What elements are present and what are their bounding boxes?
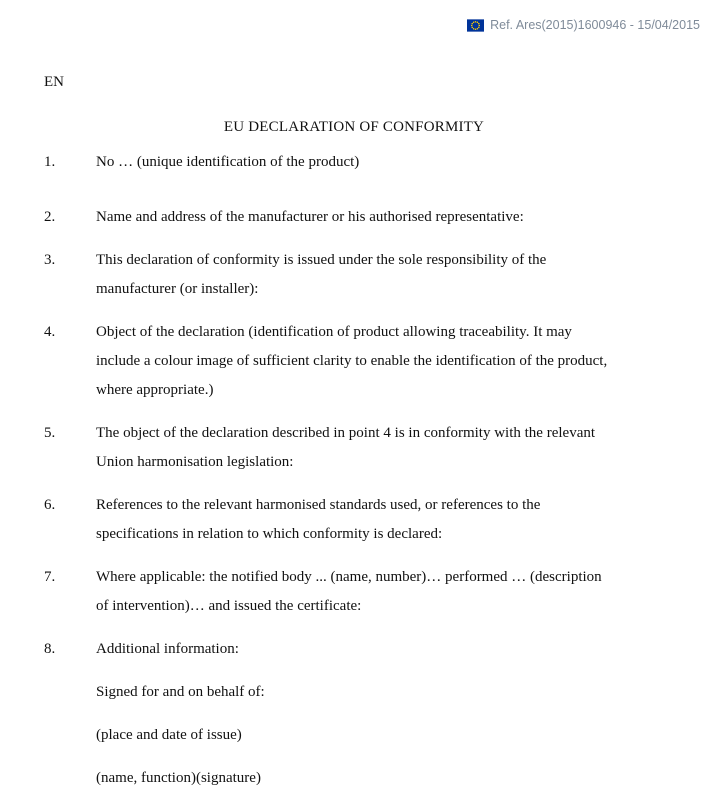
item-text: The object of the declaration described in point 4 is in conformity with the relevant <box>96 425 596 441</box>
item-text: References to the relevant harmonised standards used, or references to the <box>96 497 541 513</box>
item-text: This declaration of conformity is issued under the sole responsibility of the <box>96 252 547 268</box>
item-number: 4. <box>44 324 56 340</box>
signed-line: Signed for and on behalf of: <box>96 684 265 700</box>
declaration-body <box>44 148 678 807</box>
item-number: 3. <box>44 252 56 268</box>
closing-block <box>96 678 678 793</box>
item-number: 8. <box>44 641 56 657</box>
declaration-item-4 <box>44 318 678 405</box>
declaration-item-2 <box>44 203 678 232</box>
name-function-signature-line: (name, function)(signature) <box>96 770 261 786</box>
declaration-item-1 <box>44 148 678 177</box>
item-text: manufacturer (or installer): <box>96 281 259 297</box>
item-text: Where applicable: the notified body ... (name, number)… performed … (description <box>96 569 602 585</box>
item-number: 5. <box>44 425 56 441</box>
language-code: EN <box>44 74 64 90</box>
declaration-item-6 <box>44 491 678 549</box>
item-text: Union harmonisation legislation: <box>96 454 294 470</box>
declaration-item-7 <box>44 563 678 621</box>
item-text: where appropriate.) <box>96 382 214 398</box>
item-text: Object of the declaration (identification of product allowing traceability. It may <box>96 324 572 340</box>
registration-reference: Ref. Ares(2015)1600946 - 15/04/2015 <box>490 18 700 32</box>
eu-flag-icon <box>467 19 484 32</box>
registration-stamp <box>467 18 700 32</box>
item-text: specifications in relation to which conformity is declared: <box>96 526 443 542</box>
item-text: Name and address of the manufacturer or his authorised representative: <box>96 209 524 225</box>
page-title: EU DECLARATION OF CONFORMITY <box>223 119 485 135</box>
item-text: include a colour image of sufficient clarity to enable the identification of the product, <box>96 353 608 369</box>
declaration-item-8 <box>44 635 678 664</box>
item-number: 6. <box>44 497 56 513</box>
item-text: Additional information: <box>96 641 239 657</box>
declaration-item-3 <box>44 246 678 304</box>
item-number: 7. <box>44 569 56 585</box>
item-text: of intervention)… and issued the certificate: <box>96 598 362 614</box>
item-number: 2. <box>44 209 56 225</box>
item-number: 1. <box>44 154 56 170</box>
place-date-line: (place and date of issue) <box>96 727 242 743</box>
item-text: No … (unique identification of the product) <box>96 154 360 170</box>
declaration-item-5 <box>44 419 678 477</box>
